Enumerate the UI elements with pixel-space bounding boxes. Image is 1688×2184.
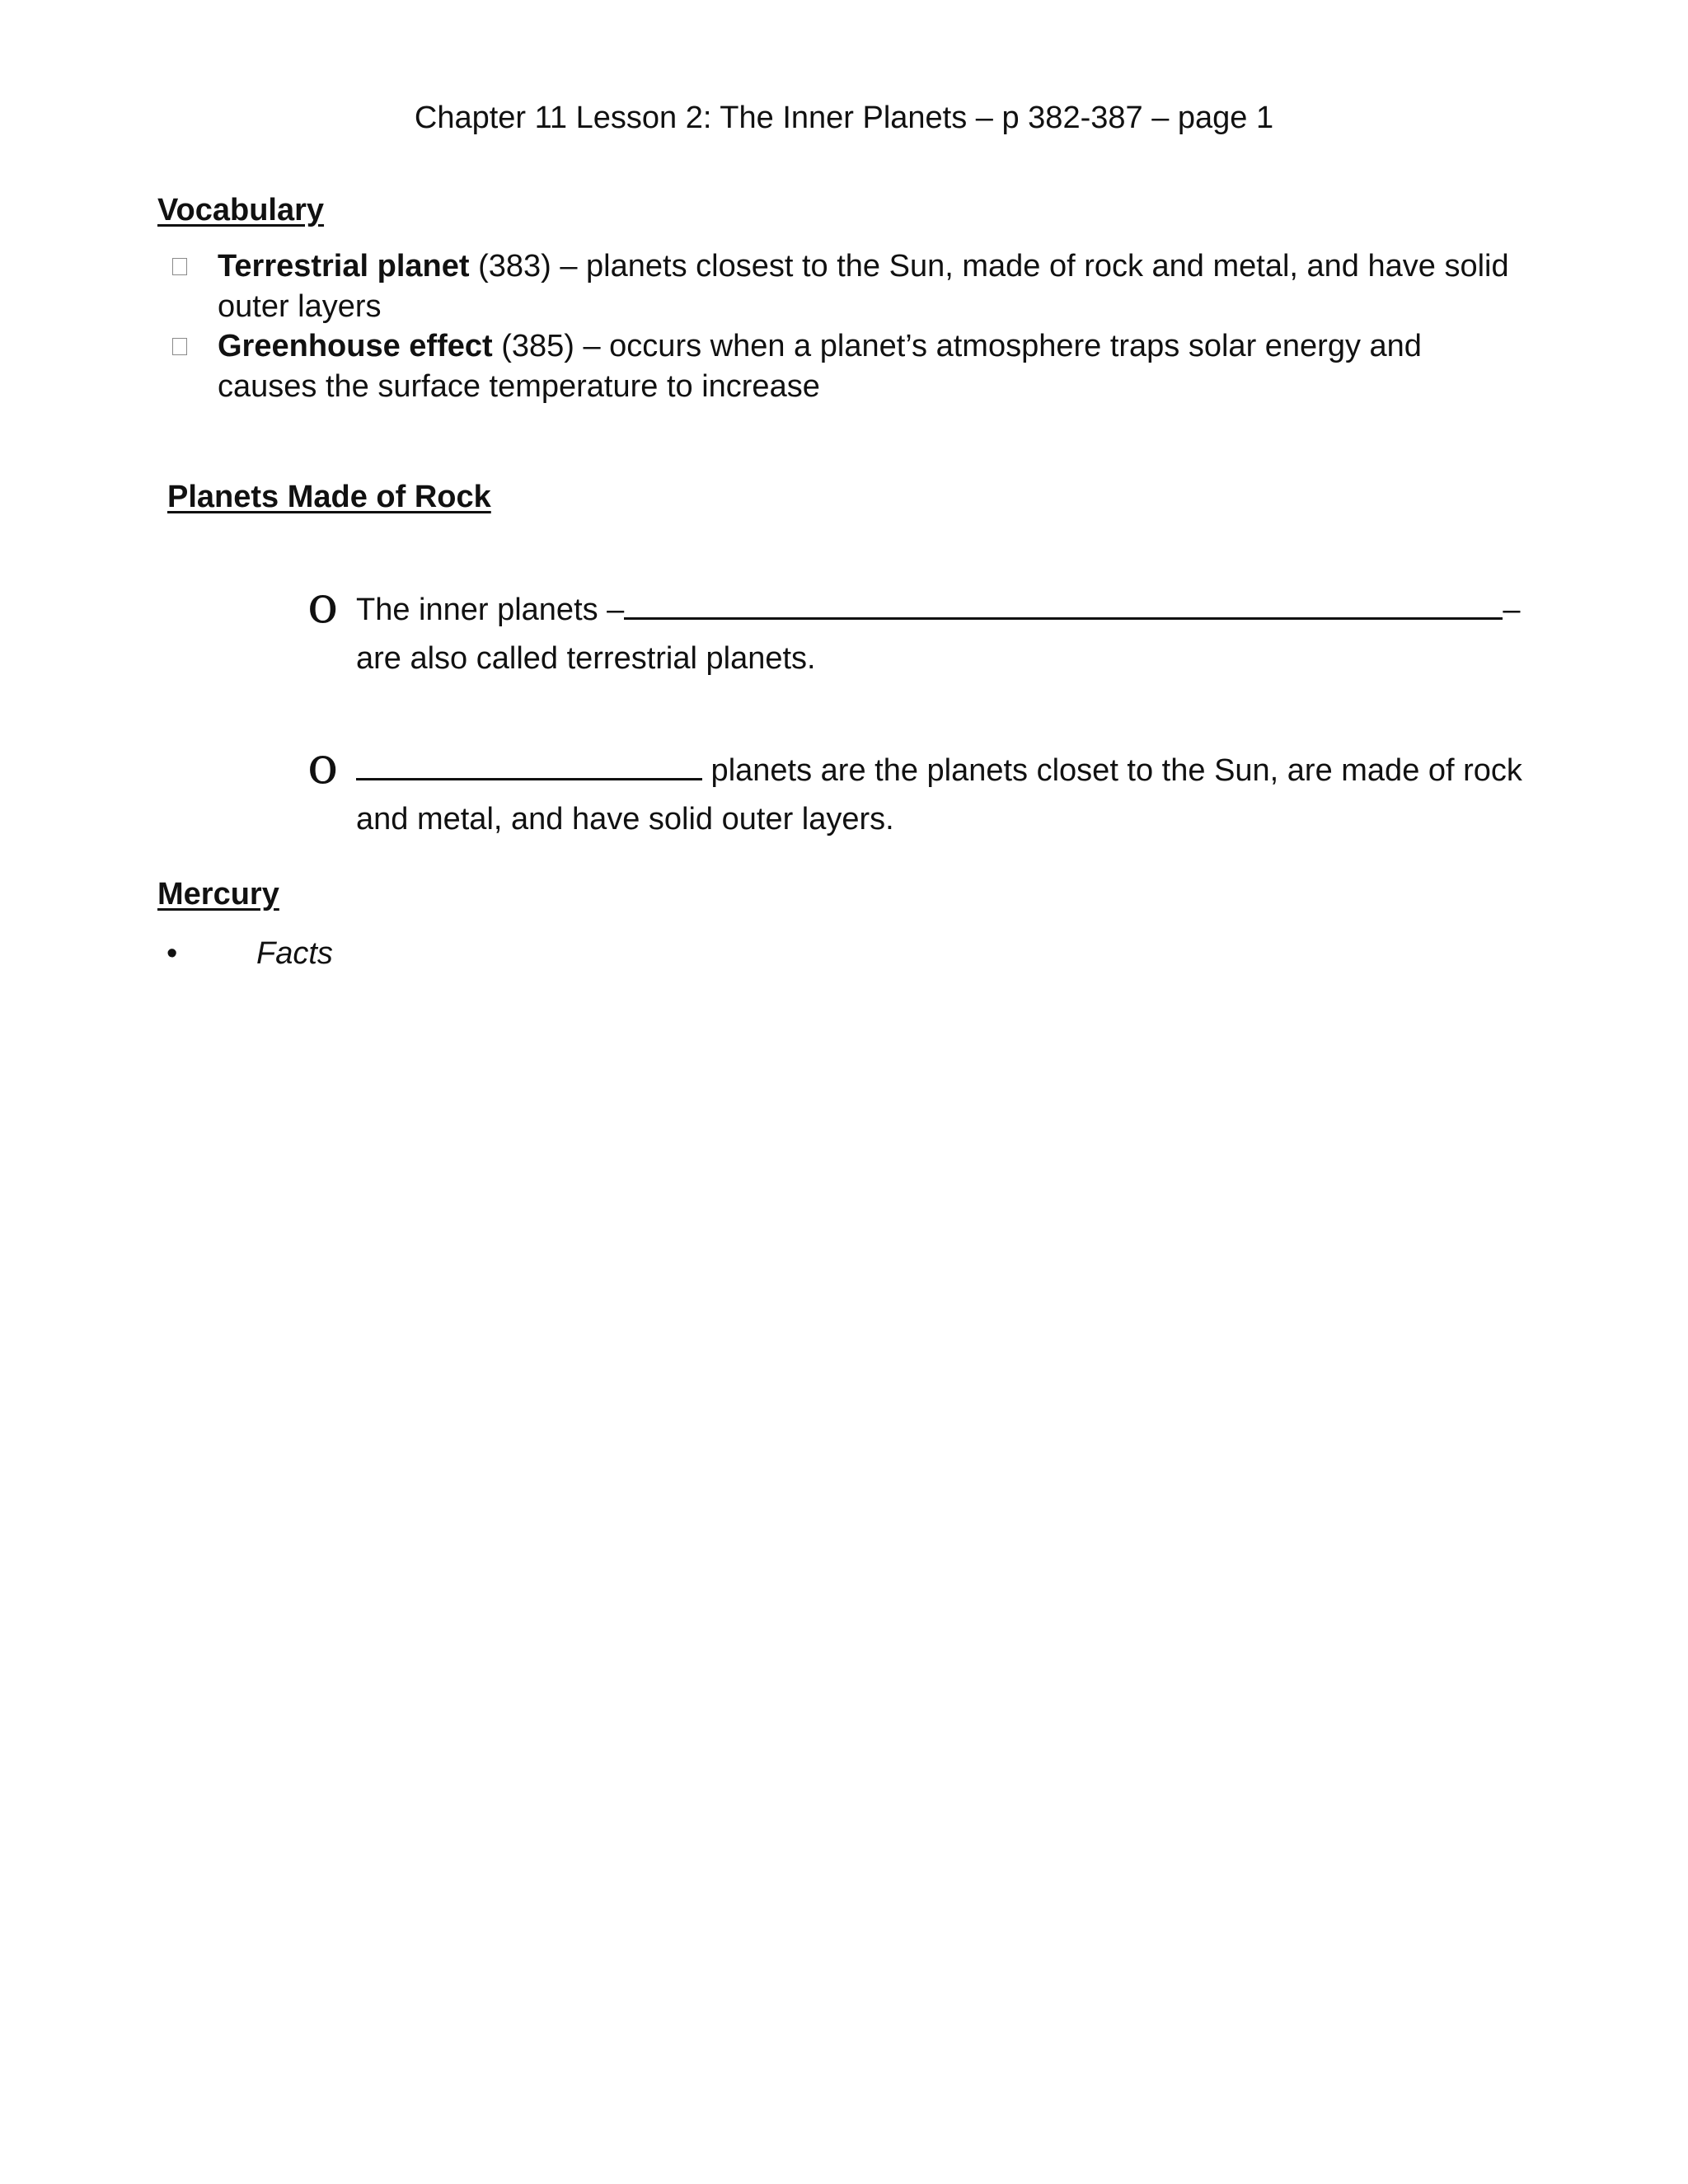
fill-in-text-after: – are also called terrestrial planets. xyxy=(356,593,1521,676)
circle-bullet-icon: o xyxy=(307,574,339,635)
vocab-definition: (385) – occurs when a planet’s atmosphere traps solar energy and causes the surface temperature to increase xyxy=(218,329,1422,404)
vocab-definition: (383) – planets closest to the Sun, made of rock and metal, and have solid outer layers xyxy=(218,249,1509,324)
vocabulary-heading: Vocabulary xyxy=(157,193,325,227)
mercury-heading: Mercury xyxy=(157,877,279,912)
vocab-text xyxy=(218,326,1526,407)
fill-in-text-before: The inner planets – xyxy=(356,593,625,627)
checkbox-icon xyxy=(172,258,187,275)
vocab-item-greenhouse-effect xyxy=(157,326,1526,407)
fill-in-text xyxy=(356,747,1541,844)
fill-in-item-inner-planets xyxy=(305,574,1541,683)
vocab-term: Greenhouse effect xyxy=(218,329,493,363)
answer-blank[interactable] xyxy=(624,593,1503,620)
circle-bullet-icon: o xyxy=(307,735,339,795)
vocab-text xyxy=(218,246,1526,327)
fill-in-text-after: planets are the planets closet to the Sun, are made of rock and metal, and have solid outer layers. xyxy=(356,753,1522,837)
fill-in-text xyxy=(356,586,1541,683)
planets-made-of-rock-heading: Planets Made of Rock xyxy=(167,480,491,514)
facts-label: Facts xyxy=(256,936,333,971)
checkbox-icon xyxy=(172,338,187,355)
vocab-item-terrestrial-planet xyxy=(157,246,1526,327)
answer-blank[interactable] xyxy=(356,753,702,780)
fill-in-item-terrestrial xyxy=(305,735,1541,844)
vocab-term: Terrestrial planet xyxy=(218,249,470,284)
bullet-icon: • xyxy=(166,936,178,971)
page-title: Chapter 11 Lesson 2: The Inner Planets – p 382-387 – page 1 xyxy=(414,101,1274,135)
